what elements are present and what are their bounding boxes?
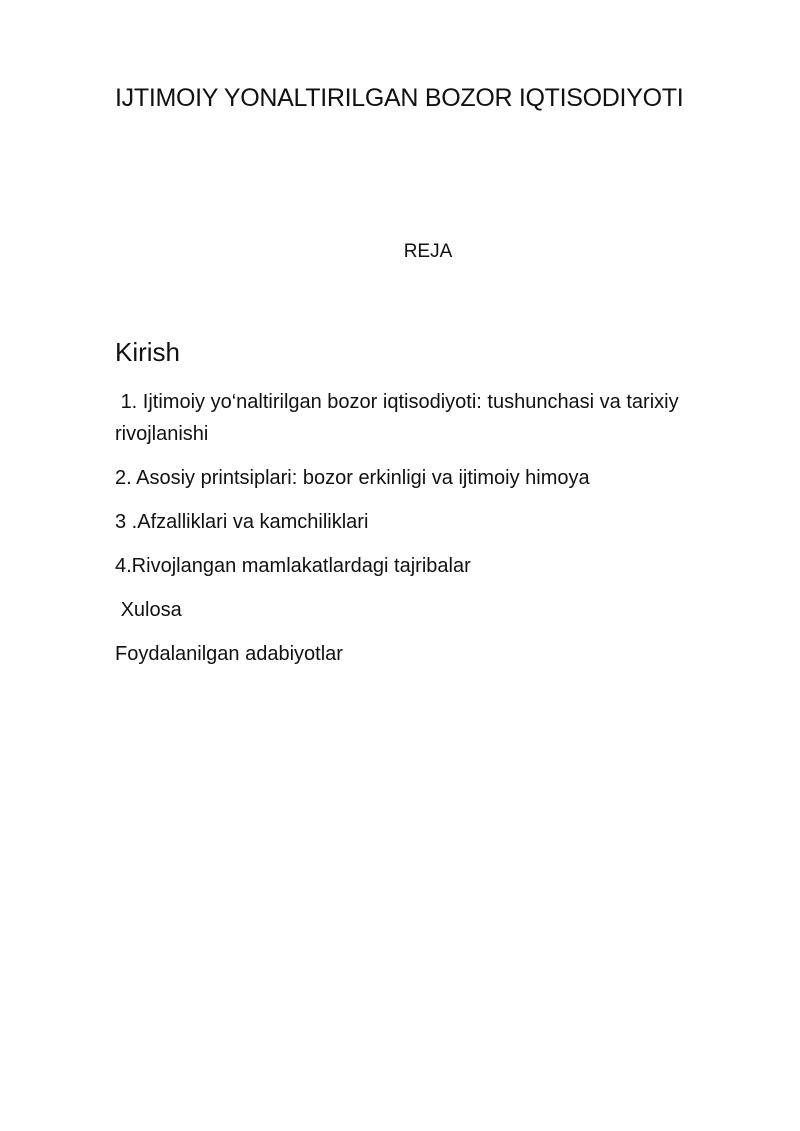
- document-title: IJTIMOIY YONALTIRILGAN BOZOR IQTISODIYOTI: [115, 84, 684, 112]
- plan-list: [115, 386, 715, 682]
- plan-item-conclusion: [115, 594, 715, 626]
- plan-item-text: 3 .Afzalliklari va kamchiliklari: [115, 511, 369, 533]
- plan-item-text: Xulosa: [115, 599, 182, 621]
- plan-item-1: [115, 386, 715, 450]
- plan-item-2: [115, 462, 715, 494]
- plan-item-4: [115, 550, 715, 582]
- plan-item-3: [115, 506, 715, 538]
- intro-heading: Kirish: [115, 337, 181, 367]
- plan-heading: REJA: [403, 241, 453, 262]
- plan-item-text: 4.Rivojlangan mamlakatlardagi tajribalar: [115, 555, 471, 577]
- plan-item-text: Foydalanilgan adabiyotlar: [115, 643, 343, 665]
- plan-item-text: 1. Ijtimoiy yo‘naltirilgan bozor iqtisodiyoti: tushunchasi va tarixiy rivojlanishi: [115, 391, 685, 445]
- plan-item-text: 2. Asosiy printsiplari: bozor erkinligi va ijtimoiy himoya: [115, 467, 590, 489]
- plan-item-references: [115, 638, 715, 670]
